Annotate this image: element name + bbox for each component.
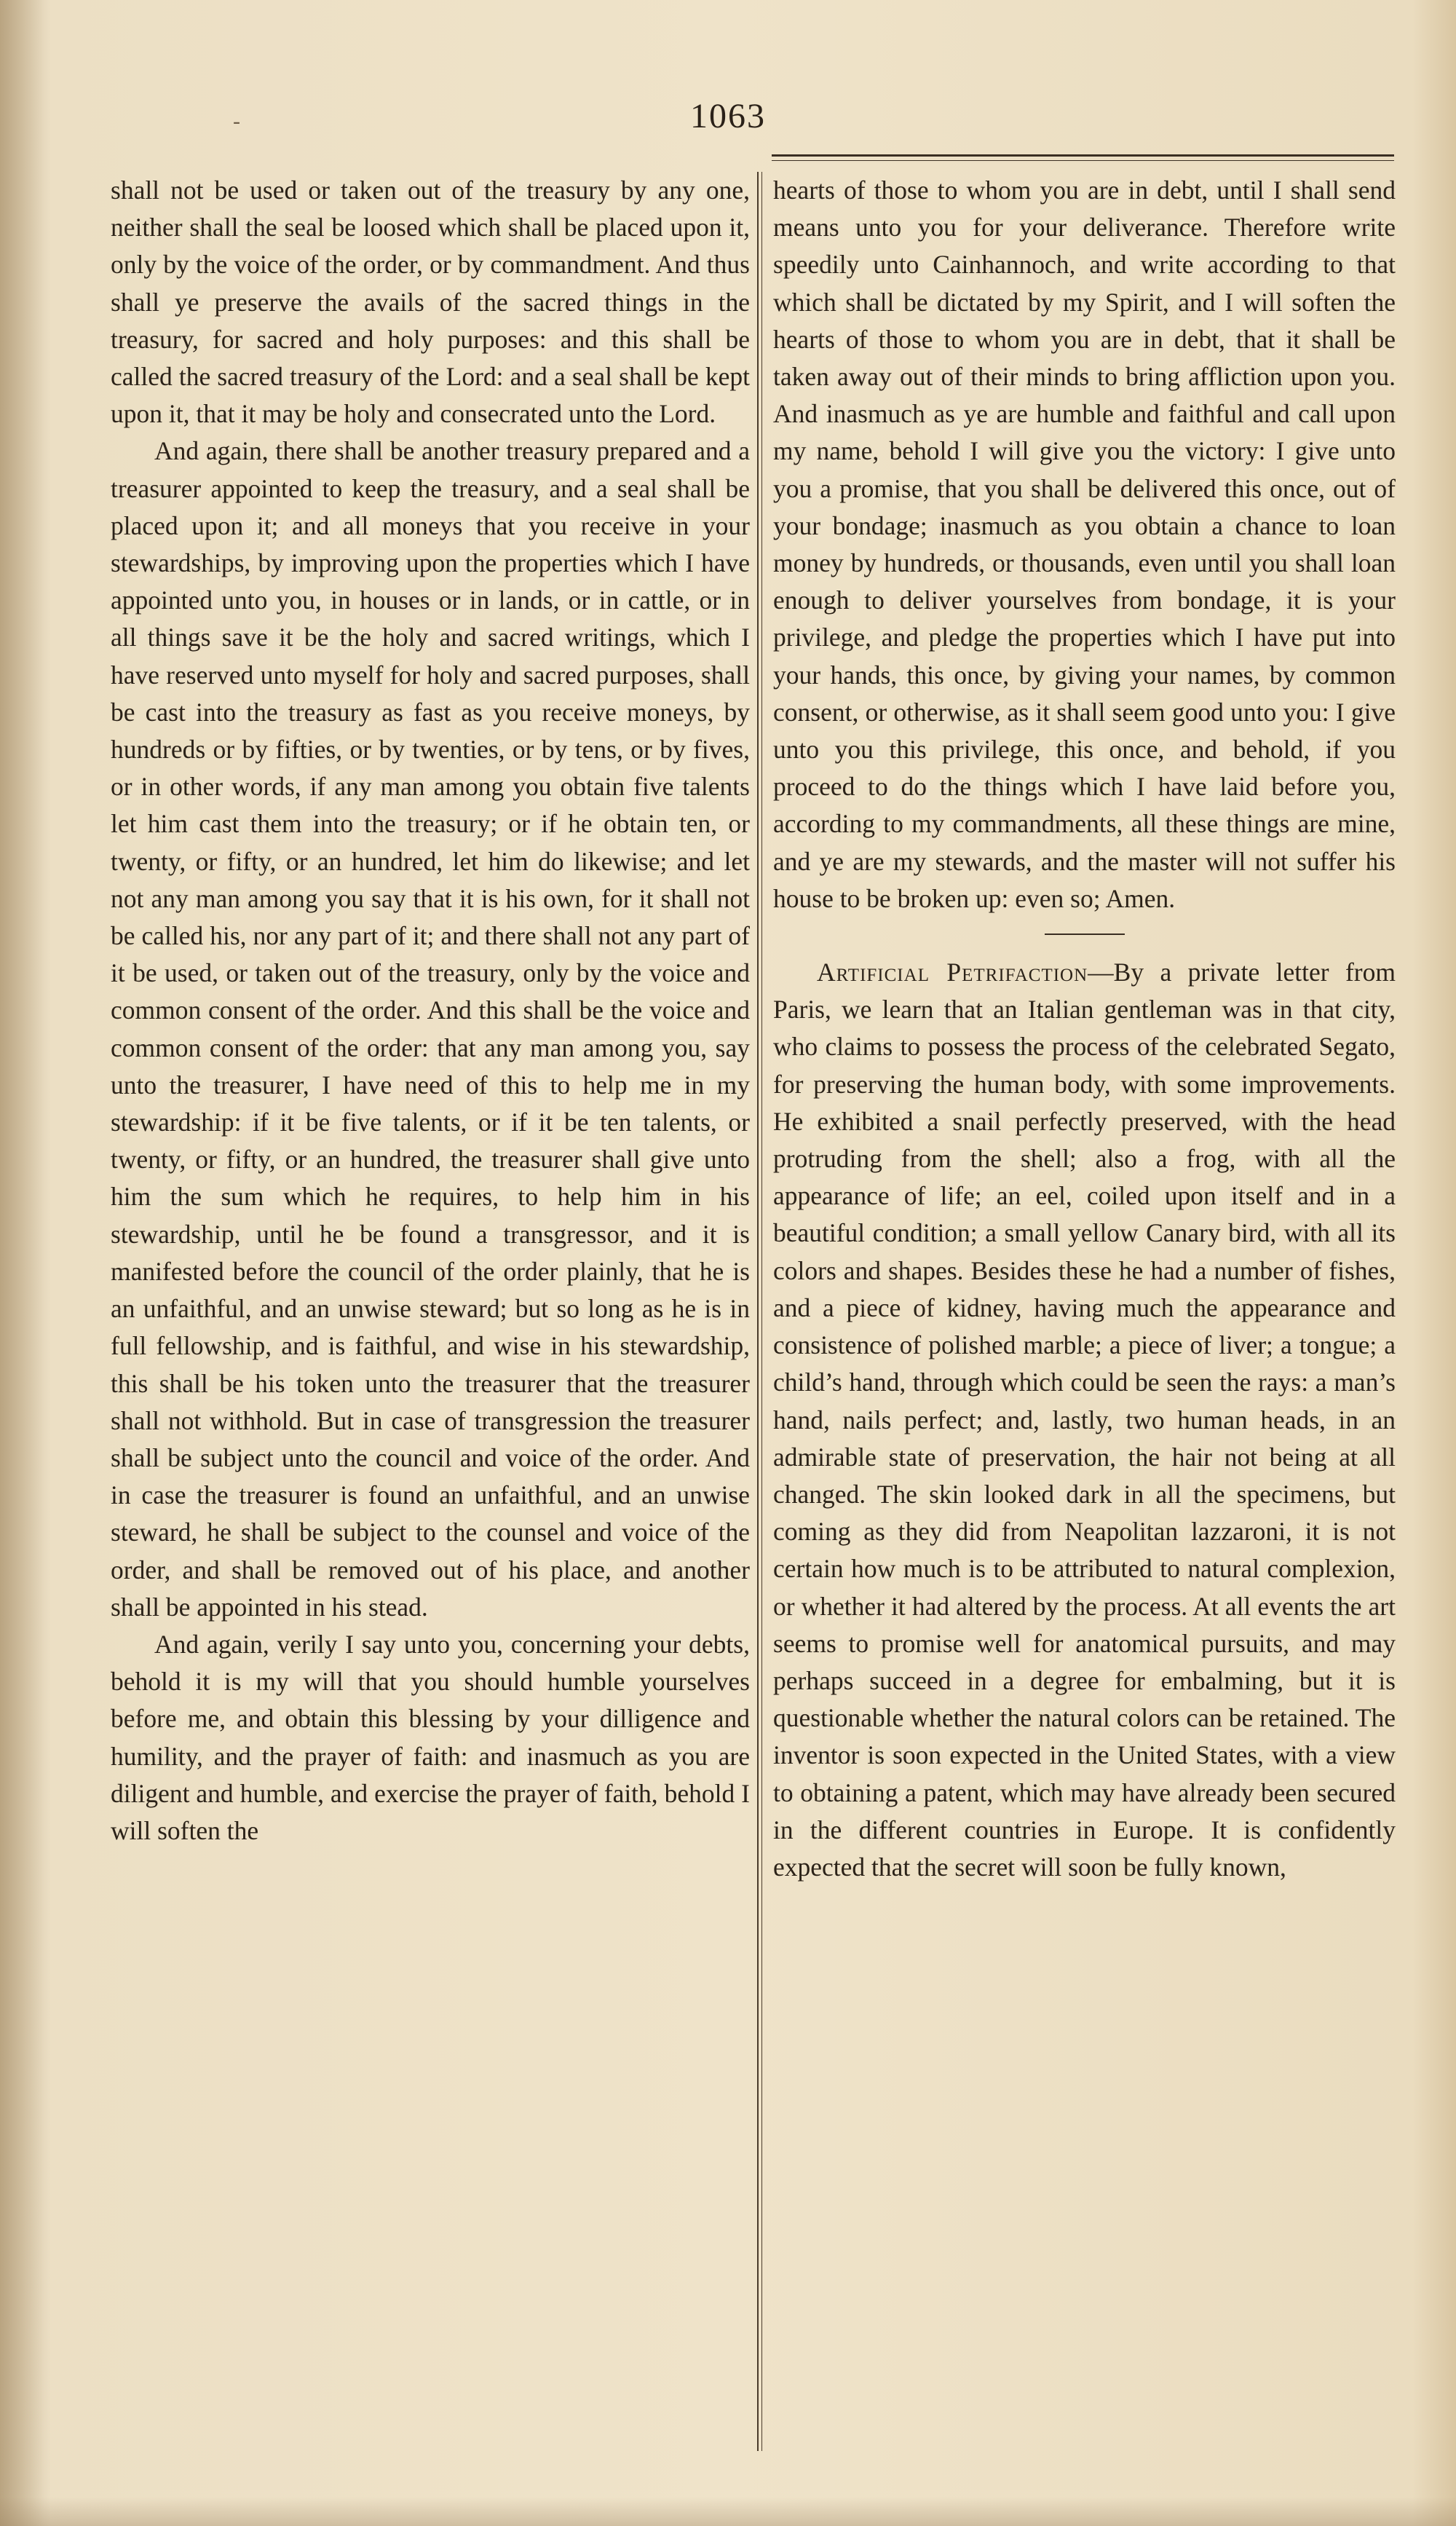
article-body: —By a private letter from Paris, we learn that an Italian gentleman was in that city, who claims to possess the process of the celebrated Segato, for preserving the human body, with some improvements. He exhibited a snail perfectly preserved, with the head protruding from the shell; also a frog, with all the appearance of life; an eel, coiled upon itself and in a beautiful condition; a small yellow Canary bird, with all its colors and shapes. Besides these he had a number of fishes, and a piece of kidney, having much the appearance and consistence of polished marble; a piece of liver; a tongue; a child’s hand, through which could be seen the rays: a man’s hand, nails perfect; and, lastly, two human heads, in an admirable state of preservation, the hair not being at all changed. The skin looked dark in all the specimens, but coming as they did from Neapolitan lazzaroni, it is not certain how much is to be attributed to natural complexion, or whether it had altered by the process. At all events the art seems to promise well for anatomical pursuits, and may perhaps succeed in a degree for embalming, but it is questionable whether the natural colors can be retained. The inventor is soon expected in the United States, with a view to obtaining a patent, which may have already been secured in the different countries in Europe. It is confidently expected that the secret will soon be fully known, [773, 958, 1396, 1882]
right-column [773, 172, 1396, 2473]
left-paragraph-2: And again, there shall be another treasury prepared and a treasurer appointed to keep the treasury, and a seal shall be placed upon it; and all moneys that you receive in your stewardships, by improving upon the properties which I have appointed unto you, in houses or in lands, or in cattle, or in all things save it be the holy and sacred writings, which I have reserved unto myself for holy and sacred purposes, shall be cast into the treasury as fast as you receive moneys, by hundreds or by fifties, or by twenties, or by tens, or by fives, or in other words, if any man among you obtain five talents let him cast them into the treasury; or if he obtain ten, or twenty, or fifty, or an hundred, let him do likewise; and let not any man among you say that it is his own, for it shall not be called his, nor any part of it; and there shall not any part of it be used, or taken out of the treasury, only by the voice and common consent of the order. And this shall be the voice and common consent of the order: that any man among you, say unto the treasurer, I have need of this to help me in my stewardship: if it be five talents, or if it be ten talents, or twenty, or fifty, or an hundred, the treasurer shall give unto him the sum which he requires, to help him in his stewardship, until he be found a transgressor, and it is manifested before the council of the order plainly, that he is an unfaithful, and an unwise steward; but so long as he is in full fellowship, and is faithful, and wise in his stewardship, this shall be his token unto the treasurer that the treasurer shall not withhold. But in case of transgression the treasurer shall be subject unto the council and voice of the order. And in case the treasurer is found an unfaithful, and an unwise steward, he shall be subject to the counsel and voice of the order, and shall be removed out of his place, and another shall be appointed in his stead. [111, 436, 750, 1622]
article-paragraph [773, 954, 1396, 1886]
corner-mark: - [233, 109, 240, 133]
section-separator [1045, 934, 1125, 935]
header-rule [772, 154, 1394, 157]
right-paragraph-1: hearts of those to whom you are in debt, until I shall send means unto you for your deliverance. Therefore write speedily unto Cainhannoch, and write according to that which shall be dictated by my Spirit, and I will soften the hearts of those to whom you are in debt, that it shall be taken away out of their minds to bring affliction upon you. And inasmuch as ye are humble and faithful and call upon my name, behold I will give you the victory: I give unto you a promise, that you shall be delivered this once, out of your bondage; inasmuch as you obtain a chance to loan money by hundreds, or thousands, even until you shall loan enough to deliver yourselves from bondage, it is your privilege, and pledge the properties which I have put into your hands, this once, by giving your names, by common consent, or otherwise, as it shall seem good unto you: I give unto you this privilege, this once, and behold, if you proceed to do the things which I have laid before you, according to my commandments, all these things are mine, and ye are my stewards, and the master will not suffer his house to be broken up: even so; Amen. [773, 175, 1396, 913]
left-column [111, 172, 750, 2473]
left-paragraph-3: And again, verily I say unto you, concerning your debts, behold it is my will that you should humble yourselves before me, and obtain this blessing by your dilligence and humility, and the prayer of faith: and inasmuch as you are diligent and humble, and exercise the prayer of faith, behold I will soften the [111, 1629, 750, 1845]
left-paragraph-1: shall not be used or taken out of the treasury by any one, neither shall the seal be loosed which shall be placed upon it, only by the voice of the order, or by commandment. And thus shall ye preserve the avails of the sacred things in the treasury, for sacred and holy purposes: and this shall be called the sacred treasury of the Lord: and a seal shall be kept upon it, that it may be holy and consecrated unto the Lord. [111, 175, 750, 429]
article-title: Artificial Petrifaction [817, 958, 1088, 987]
binding-shadow [0, 0, 51, 2526]
column-divider-thin [761, 172, 762, 2451]
page-number: 1063 [690, 97, 766, 135]
header-rule-thin [772, 160, 1394, 161]
column-divider [757, 172, 759, 2451]
page-bottom-edge [0, 2497, 1456, 2526]
